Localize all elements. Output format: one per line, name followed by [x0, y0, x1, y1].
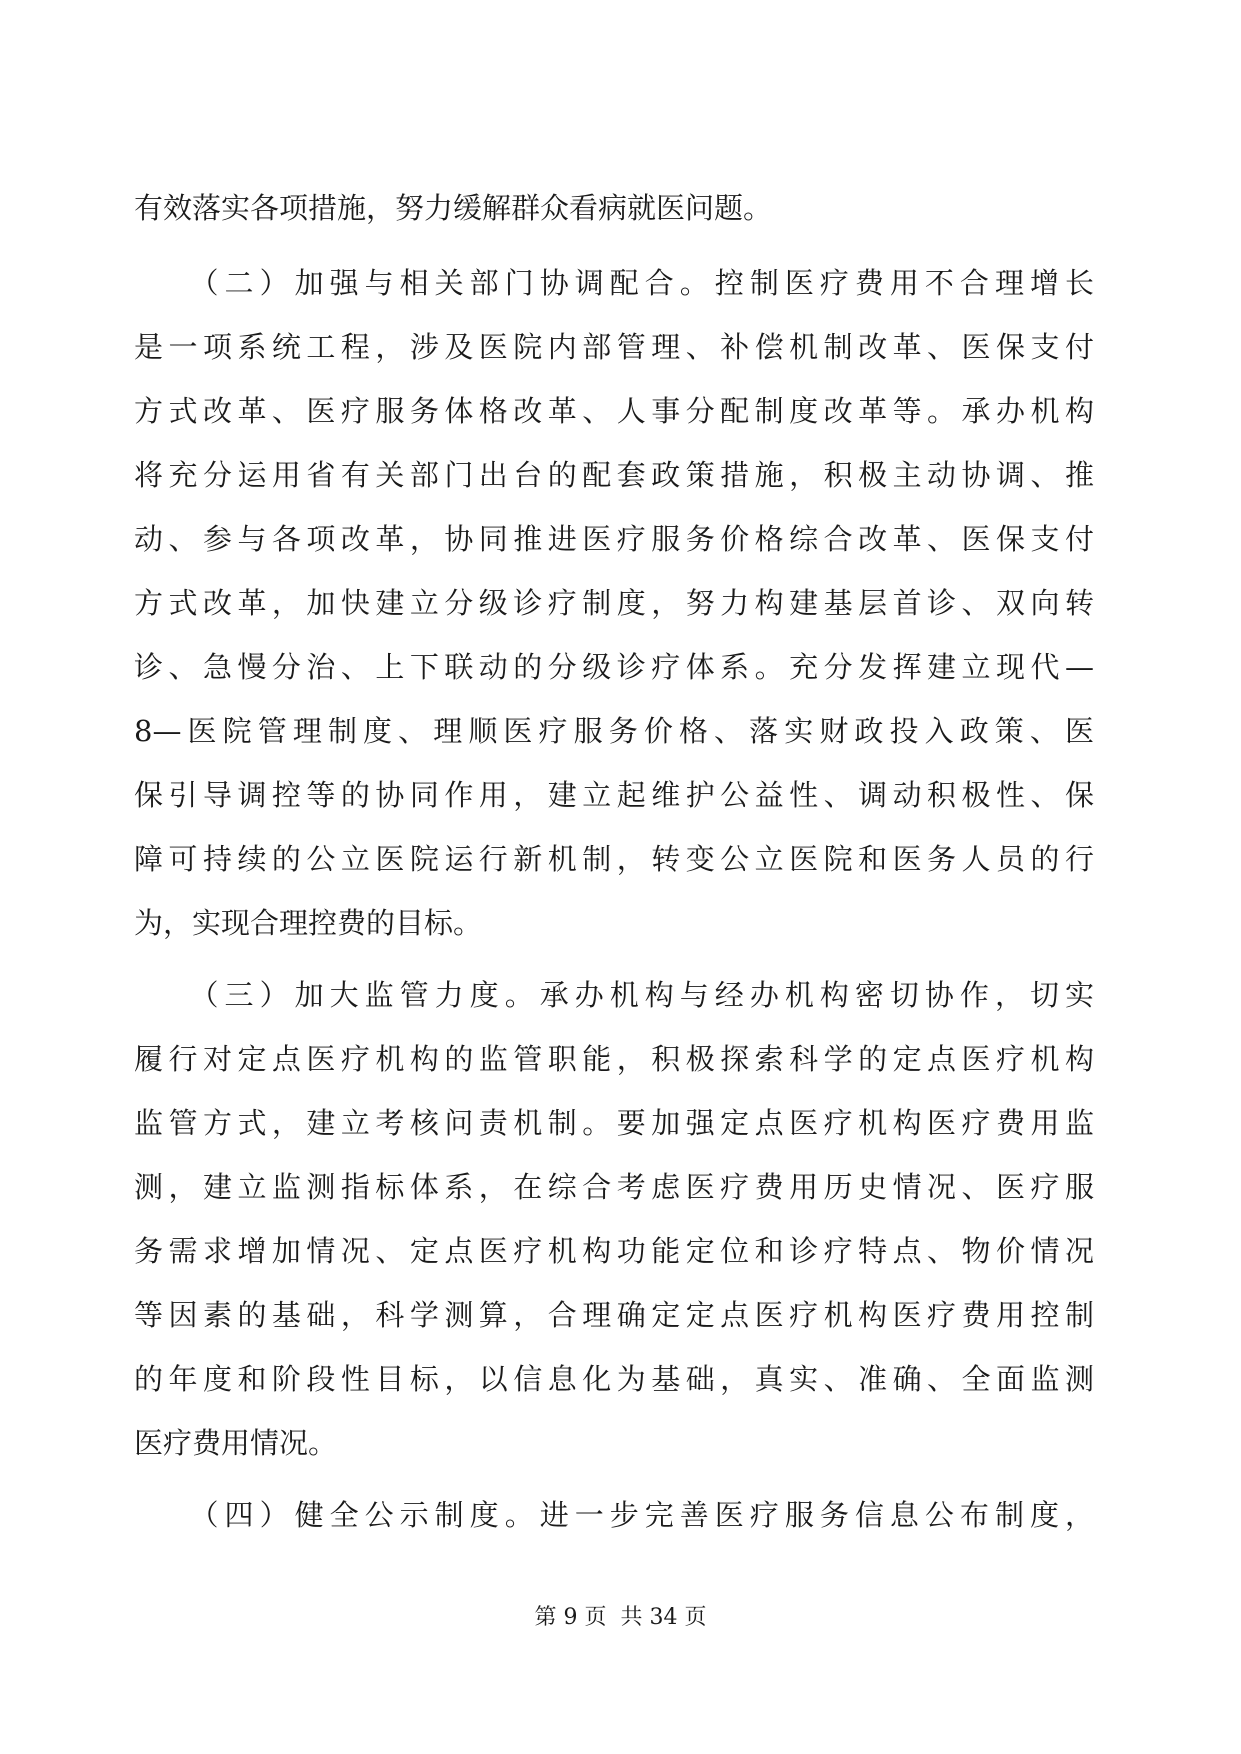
text-line: 的年度和阶段性目标，以信息化为基础，真实、准确、全面监测	[134, 1362, 1094, 1396]
text-line: 保引导调控等的协同作用，建立起维护公益性、调动积极性、保	[134, 778, 1094, 812]
page-number-footer: 第 9 页 共 34 页	[534, 1605, 707, 1630]
text-line: 监管方式，建立考核问责机制。要加强定点医疗机构医疗费用监	[134, 1106, 1094, 1140]
text-line: 诊、急慢分治、上下联动的分级诊疗体系。充分发挥建立现代—	[134, 650, 1094, 684]
text-line: 履行对定点医疗机构的监管职能，积极探索科学的定点医疗机构	[134, 1042, 1094, 1076]
text-line: 障可持续的公立医院运行新机制，转变公立医院和医务人员的行	[134, 842, 1094, 876]
text-line: （三）加大监管力度。承办机构与经办机构密切协作，切实	[134, 978, 1094, 1012]
text-line: 有效落实各项措施，努力缓解群众看病就医问题。	[134, 191, 773, 225]
text-line: 等因素的基础，科学测算，合理确定定点医疗机构医疗费用控制	[134, 1298, 1094, 1332]
text-line: 为，实现合理控费的目标。	[134, 906, 483, 940]
text-line: 是一项系统工程，涉及医院内部管理、补偿机制改革、医保支付	[134, 330, 1094, 364]
text-line: 测，建立监测指标体系，在综合考虑医疗费用历史情况、医疗服	[134, 1170, 1094, 1204]
text-line: （二）加强与相关部门协调配合。控制医疗费用不合理增长	[134, 266, 1094, 300]
text-line: 务需求增加情况、定点医疗机构功能定位和诊疗特点、物价情况	[134, 1234, 1094, 1268]
text-line: 将充分运用省有关部门出台的配套政策措施，积极主动协调、推	[134, 458, 1094, 492]
text-line: 方式改革，加快建立分级诊疗制度，努力构建基层首诊、双向转	[134, 586, 1094, 620]
text-line: 方式改革、医疗服务体格改革、人事分配制度改革等。承办机构	[134, 394, 1094, 428]
text-line: 医疗费用情况。	[134, 1426, 338, 1460]
text-line: 8—医院管理制度、理顺医疗服务价格、落实财政投入政策、医	[134, 714, 1094, 748]
text-line: 动、参与各项改革，协同推进医疗服务价格综合改革、医保支付	[134, 522, 1094, 556]
text-line: （四）健全公示制度。进一步完善医疗服务信息公布制度，	[134, 1498, 1094, 1532]
